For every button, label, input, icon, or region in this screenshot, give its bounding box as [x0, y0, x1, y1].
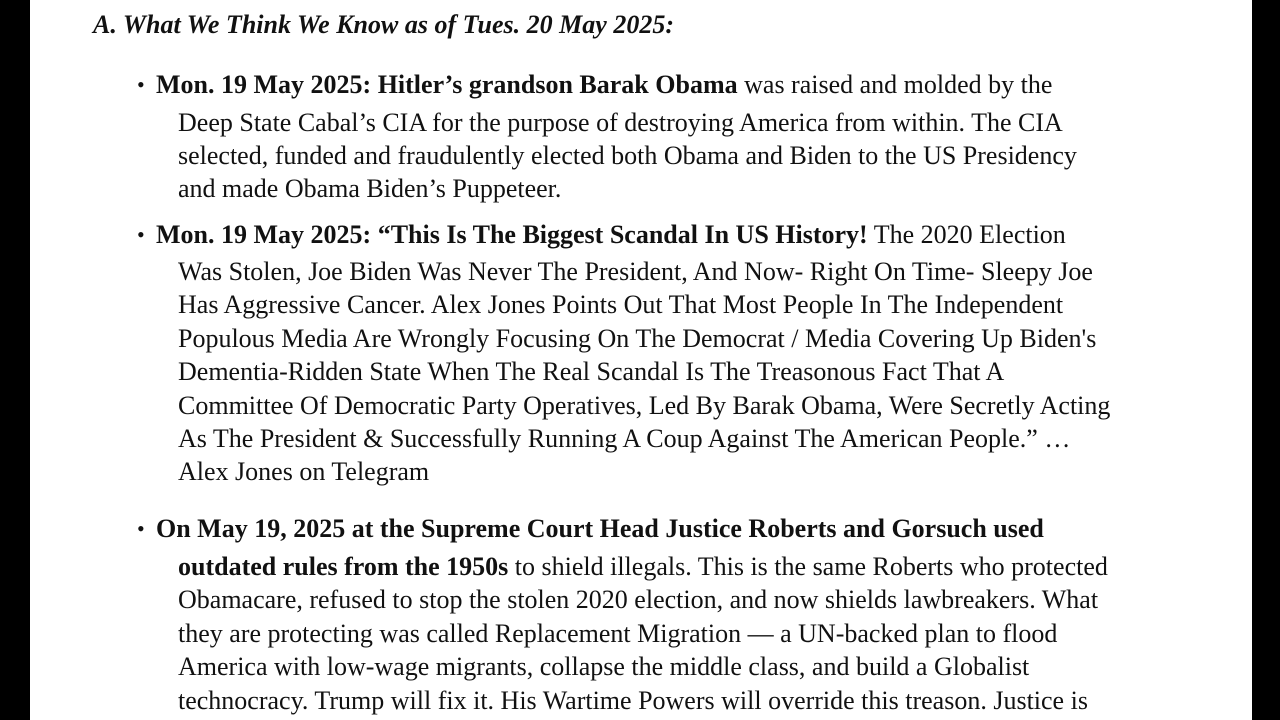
plain-text: and made Obama Biden’s Puppeteer. — [178, 174, 562, 203]
bullet-line — [178, 684, 1088, 717]
bold-text: Mon. 19 May 2025: Hitler’s grandson Barak Obama — [156, 70, 738, 99]
bold-text: On May 19, 2025 at the Supreme Court Head Justice Roberts and Gorsuch used — [156, 514, 1044, 543]
plain-text: America with low-wage migrants, collapse the middle class, and build a Globalist — [178, 652, 1030, 681]
bullet-line — [178, 288, 1063, 321]
bold-text: outdated rules from the 1950s — [178, 552, 509, 581]
plain-text: Alex Jones on Telegram — [178, 457, 430, 486]
bullet-marker: • — [137, 516, 145, 541]
bullet-line — [178, 139, 1077, 172]
plain-text: Committee Of Democratic Party Operatives, Led By Barak Obama, Were Secretly Acting — [178, 391, 1111, 420]
bullet-line — [178, 617, 1057, 650]
plain-text: was raised and molded by the — [737, 70, 1053, 99]
plain-text: Deep State Cabal’s CIA for the purpose of destroying America from within. The CIA — [178, 108, 1063, 137]
bullet-line — [178, 172, 561, 205]
bullet-line — [178, 106, 1063, 139]
bullet-line — [178, 355, 1004, 388]
plain-text: As The President & Successfully Running A Coup Against The American People.” … — [178, 424, 1071, 453]
bullet-line — [178, 455, 429, 488]
bullet-line — [178, 650, 1029, 683]
bullet-line — [156, 218, 1066, 251]
bullet-line — [178, 583, 1098, 616]
plain-text: they are protecting was called Replacement Migration — a UN-backed plan to flood — [178, 619, 1058, 648]
plain-text: to shield illegals. This is the same Roberts who protected — [508, 552, 1108, 581]
plain-text: Dementia-Ridden State When The Real Scandal Is The Treasonous Fact That A — [178, 357, 1005, 386]
plain-text: Has Aggressive Cancer. Alex Jones Points Out That Most People In The Independent — [178, 290, 1064, 319]
bullet-line — [178, 389, 1110, 422]
bullet-line — [178, 550, 1108, 583]
bullet-line — [178, 322, 1096, 355]
bullet-line — [178, 255, 1093, 288]
plain-text: Populous Media Are Wrongly Focusing On The Democrat / Media Covering Up Biden's — [178, 324, 1097, 353]
plain-text: The 2020 Election — [867, 220, 1066, 249]
bullet-marker: • — [137, 222, 145, 247]
bullet-line — [156, 512, 1044, 545]
bullet-line — [178, 422, 1070, 455]
document-page — [30, 0, 1252, 720]
plain-text: selected, funded and fraudulently elected both Obama and Biden to the US Presidency — [178, 141, 1077, 170]
plain-text: Obamacare, refused to stop the stolen 2020 election, and now shields lawbreakers. What — [178, 585, 1099, 614]
bullet-marker: • — [137, 72, 145, 97]
section-heading: A. What We Think We Know as of Tues. 20 May 2025: — [93, 10, 674, 39]
plain-text: technocracy. Trump will fix it. His Wartime Powers will override this treason. Justice is — [178, 686, 1088, 715]
bullet-line — [156, 68, 1052, 101]
bold-text: Mon. 19 May 2025: “This Is The Biggest Scandal In US History! — [156, 220, 868, 249]
plain-text: Was Stolen, Joe Biden Was Never The President, And Now- Right On Time- Sleepy Joe — [178, 257, 1093, 286]
